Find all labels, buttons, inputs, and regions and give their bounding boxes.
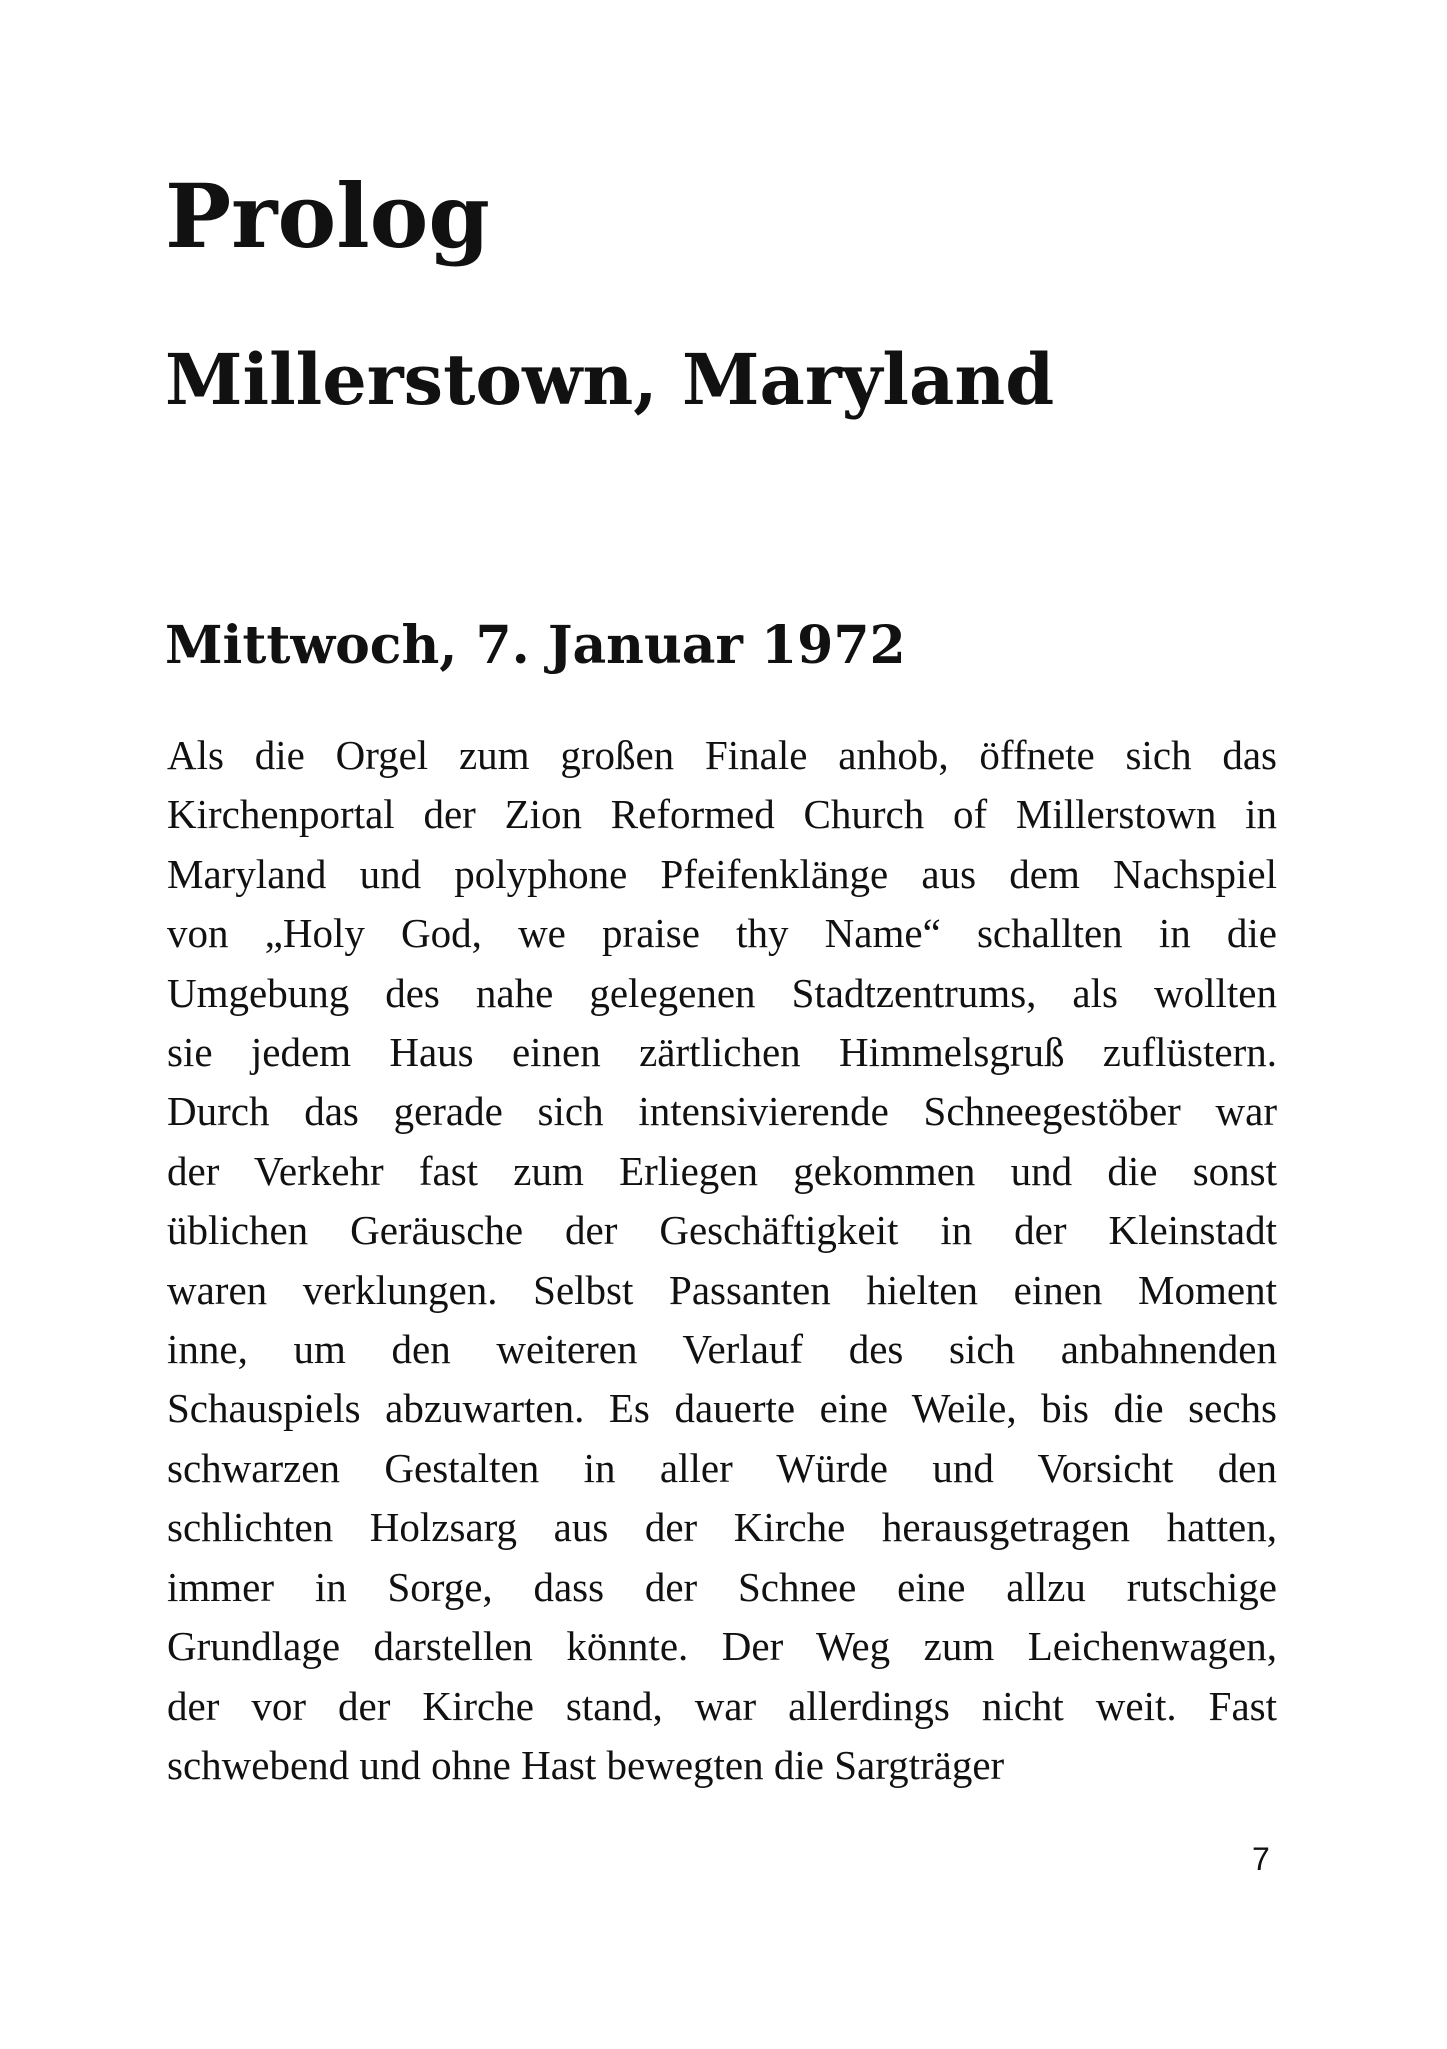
text-line: Umgebung des nahe gelegenen Stadtzentrums, als wollten <box>167 969 1277 1016</box>
text-line: Maryland und polyphone Pfeifenklänge aus dem Nachspiel <box>167 850 1277 897</box>
chapter-title: Prolog <box>165 164 490 268</box>
text-line: üblichen Geräusche der Geschäftigkeit in der Kleinstadt <box>167 1207 1277 1254</box>
body-paragraph <box>167 726 1277 1795</box>
text-line: der vor der Kirche stand, war allerdings nicht weit. Fast <box>167 1682 1277 1729</box>
text-line: Als die Orgel zum großen Finale anhob, öffnete sich das <box>167 732 1277 778</box>
text-line: immer in Sorge, dass der Schnee eine allzu rutschige <box>167 1563 1277 1610</box>
text-line: Durch das gerade sich intensivierende Schneegestöber war <box>167 1088 1277 1135</box>
location-title: Millerstown, Maryland <box>165 338 1055 421</box>
text-line: schwebend und ohne Hast bewegten die Sargträger <box>167 1741 1005 1788</box>
text-line: von „Holy God, we praise thy Name“ schallten in die <box>167 910 1277 957</box>
text-line: sie jedem Haus einen zärtlichen Himmelsgruß zuflüstern. <box>167 1029 1277 1076</box>
text-line: inne, um den weiteren Verlauf des sich anbahnenden <box>167 1326 1277 1373</box>
page-number: 7 <box>1252 1841 1270 1877</box>
text-line: der Verkehr fast zum Erliegen gekommen und die sonst <box>167 1147 1277 1194</box>
text-line: schlichten Holzsarg aus der Kirche herausgetragen hatten, <box>167 1504 1277 1551</box>
text-line: Schauspiels abzuwarten. Es dauerte eine Weile, bis die sechs <box>167 1385 1277 1432</box>
text-line: Grundlage darstellen könnte. Der Weg zum Leichenwagen, <box>167 1623 1277 1670</box>
text-line: Kirchenportal der Zion Reformed Church of Millerstown in <box>167 791 1277 838</box>
text-line: schwarzen Gestalten in aller Würde und Vorsicht den <box>167 1444 1277 1491</box>
text-line: waren verklungen. Selbst Passanten hielten einen Moment <box>167 1266 1277 1313</box>
date-heading: Mittwoch, 7. Januar 1972 <box>165 615 906 676</box>
